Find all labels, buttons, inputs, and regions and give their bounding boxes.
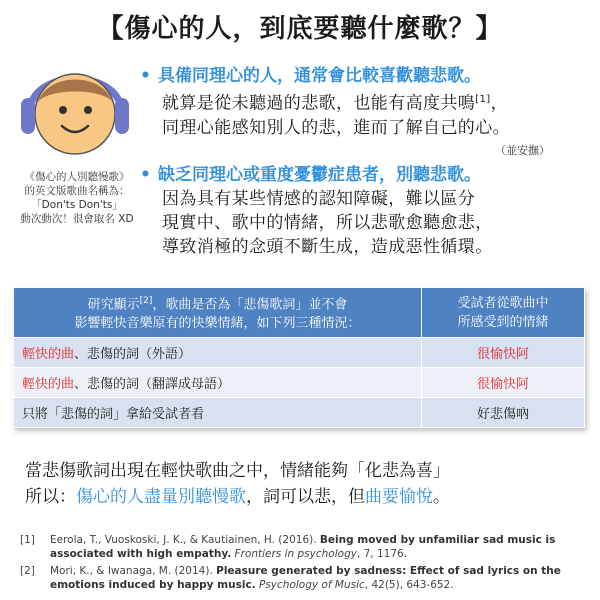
citation: [1]	[475, 94, 491, 105]
page-title: 【傷心的人，到底要聽什麼歌？】	[97, 14, 503, 44]
headphone-avatar-icon	[8, 50, 143, 160]
reference-item: [2] Mori, K., & Iwanaga, M. (2014). Pleasure generated by sadness: Effect of sad lyrics on the emotions induced by happy music. Psychology of Music, 42(5), 643-652.	[20, 565, 561, 591]
research-table	[13, 287, 585, 428]
conclusion: 當悲傷歌詞出現在輕快歌曲之中，情緒能夠「化悲為喜」 所以：傷心的人盡量別聽慢歌，詞可以悲，但曲要愉悅。	[25, 461, 450, 507]
references	[20, 533, 590, 595]
point-depression: • 缺乏同理心或重度憂鬱症患者，別聽悲歌。 因為具有某些情感的認知障礙，難以區分 現實中、歌中的情緒，所以悲歌愈聽愈悲， 導致消極的念頭不斷生成，造成惡性循環。	[140, 165, 493, 257]
left-eye	[59, 106, 67, 114]
annotation-note: （並安撫）	[495, 144, 550, 157]
point-heading: 缺乏同理心或重度憂鬱症患者，別聽悲歌。	[158, 165, 481, 185]
header-condition: 研究顯示[2]，歌曲是否為「悲傷歌詞」並不會 影響輕快音樂原有的快樂情緒，如下列三種情況：	[14, 288, 422, 338]
bullet: •	[140, 165, 151, 185]
avatar-caption: 《傷心的人別聽慢歌》 的英文版歌曲名稱為： 「Don'ts Don'ts」 動次動次！很會取名 XD	[20, 171, 134, 225]
table-row: 只將「悲傷的詞」拿給受試者看 好悲傷吶	[14, 398, 585, 428]
header-emotion: 受試者從歌曲中 所感受到的情緒	[422, 288, 585, 338]
table-header-row	[14, 288, 585, 338]
table-row: 輕快的曲、悲傷的詞（外語） 很愉快阿	[14, 338, 585, 368]
right-eye	[84, 106, 92, 114]
left-ear-cup	[21, 98, 35, 134]
table-row: 輕快的曲、悲傷的詞（翻譯成母語） 很愉快阿	[14, 368, 585, 398]
right-ear-cup	[115, 98, 129, 134]
point-heading: 具備同理心的人，通常會比較喜歡聽悲歌。	[158, 66, 481, 86]
reference-item: [1] Eerola, T., Vuoskoski, J. K., & Kautiainen, H. (2016). Being moved by unfamiliar sad music is associated with high empathy. Frontiers in psychology, 7, 1176.	[20, 534, 556, 560]
bullet: •	[140, 66, 151, 86]
point-empathy: • 具備同理心的人，通常會比較喜歡聽悲歌。 就算是從未聽過的悲歌，也能有高度共鳴[1]， 同理心能感知別人的悲，進而了解自己的心。	[140, 66, 510, 138]
